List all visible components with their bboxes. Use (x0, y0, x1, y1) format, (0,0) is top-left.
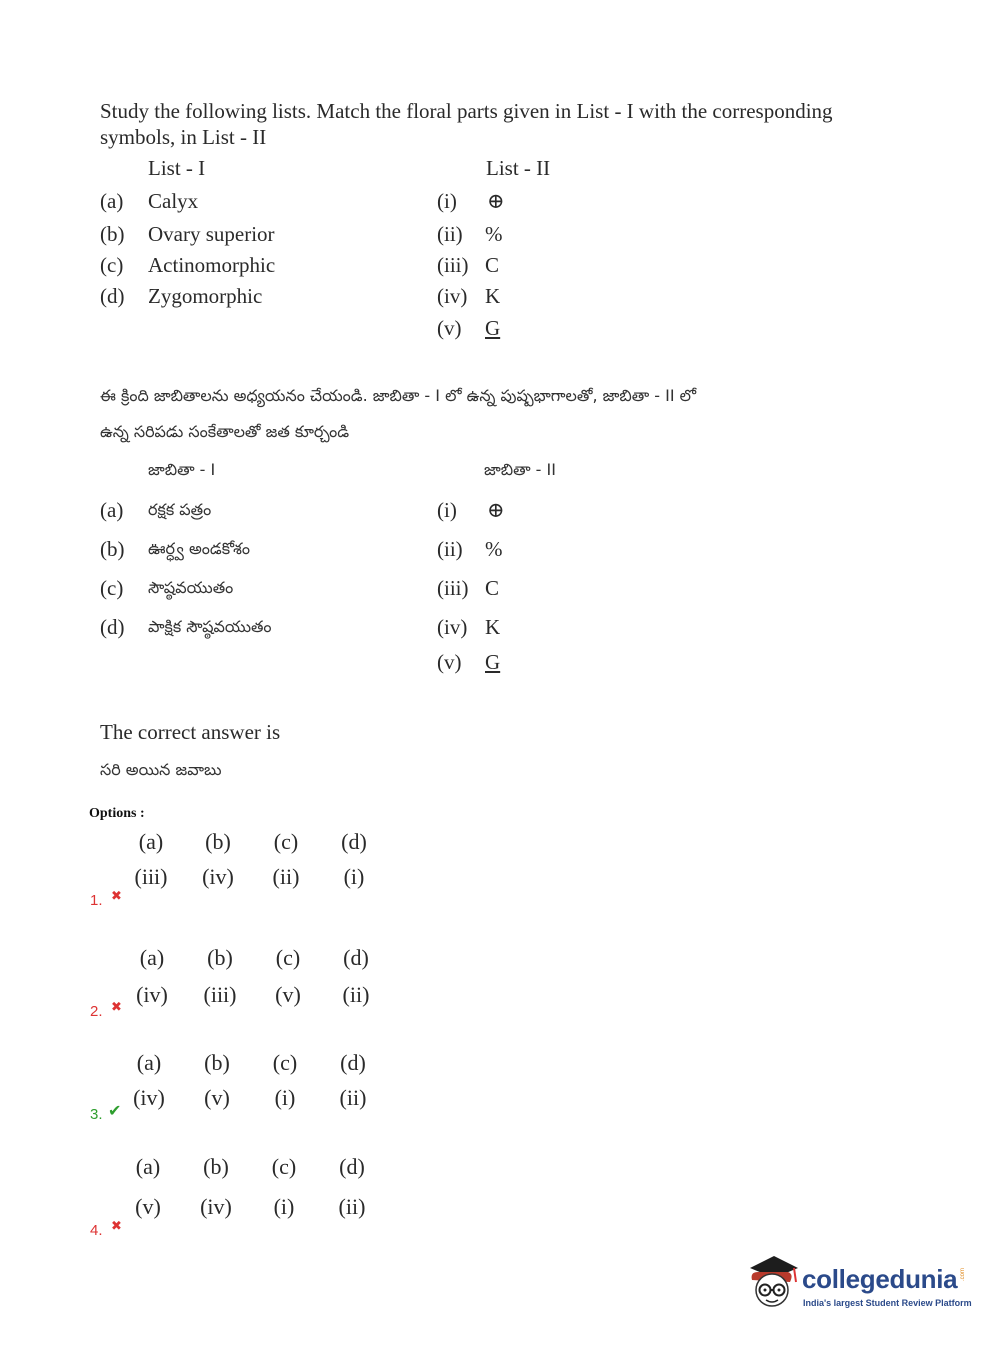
option-col-value: (i) (274, 1085, 296, 1110)
list1-label: (a) (100, 498, 124, 522)
check-icon: ✔ (108, 1101, 122, 1120)
question-telugu-line2: ఉన్న సరిపడు సంకేతాలతో జత కూర్చండి (100, 422, 350, 441)
te-list1-heading: జాబితా - I (148, 460, 216, 479)
question-telugu-line1: ఈ క్రింది జాబితాలను అధ్యయనం చేయండి. జాబితా - I లో ఉన్న పుష్పభాగాలతో, జాబితా - II లో (100, 386, 697, 405)
option-col-head: (c) (273, 829, 299, 854)
option-col-value: (iv) (200, 1194, 232, 1219)
list2-label: (ii) (437, 222, 463, 246)
option-col-head: (c) (272, 1050, 298, 1075)
list2-label: (i) (437, 498, 457, 522)
list1-label: (b) (100, 222, 125, 246)
list1-label: (c) (100, 253, 124, 277)
question-text-line2: symbols, in List - II (100, 125, 267, 149)
list1-item: సౌష్ఠవయుతం (148, 578, 234, 597)
option-col-value: (iv) (136, 982, 168, 1007)
list2-symbol: C (485, 576, 500, 600)
option-col-head: (d) (339, 1154, 365, 1179)
option-number: 1. (90, 892, 103, 909)
option-number: 2. (90, 1003, 103, 1020)
list1-item: ఊర్ధ్వ అండకోశం (148, 539, 251, 558)
list2-symbol: % (485, 222, 503, 246)
option-col-head: (d) (340, 1050, 366, 1075)
list2-label: (ii) (437, 537, 463, 561)
list1-item: Actinomorphic (148, 253, 276, 277)
list2-label: (i) (437, 189, 457, 213)
list2-symbol: ⊕ (487, 498, 505, 522)
list2-symbol: C (485, 253, 500, 277)
option-col-value: (v) (204, 1085, 230, 1110)
wrong-icon: ✖ (111, 1000, 122, 1015)
list1-item: Zygomorphic (148, 284, 263, 308)
list2-label: (v) (437, 316, 462, 340)
question-text-line1: Study the following lists. Match the floral parts given in List - I with the corresponding (100, 99, 833, 123)
option-col-value: (iv) (133, 1085, 165, 1110)
option-col-value: (v) (135, 1194, 161, 1219)
option-col-head: (d) (341, 829, 367, 854)
option-col-head: (b) (203, 1154, 229, 1179)
option-col-head: (b) (205, 829, 231, 854)
option-col-value: (iii) (203, 982, 237, 1007)
option-col-value: (v) (275, 982, 301, 1007)
option-col-value: (iv) (202, 864, 234, 889)
option-col-head: (a) (135, 1154, 161, 1179)
option-col-value: (i) (343, 864, 365, 889)
list1-item: Calyx (148, 189, 199, 213)
option-col-value: (i) (273, 1194, 295, 1219)
option-col-value: (ii) (339, 1085, 367, 1110)
option-col-head: (c) (271, 1154, 297, 1179)
list2-symbol: K (485, 284, 501, 308)
list2-symbol: K (485, 615, 501, 639)
option-col-head: (b) (204, 1050, 230, 1075)
mascot-icon (742, 1250, 802, 1314)
option-col-head: (a) (136, 1050, 162, 1075)
logo-domain-suffix: .com (960, 1268, 966, 1282)
list2-symbol: ⊕ (487, 189, 505, 213)
list2-label: (iii) (437, 253, 469, 277)
list1-heading: List - I (148, 156, 206, 180)
option-col-value: (ii) (338, 1194, 366, 1219)
list2-symbol: G (485, 316, 501, 340)
list1-label: (d) (100, 284, 125, 308)
list1-item: రక్షక పత్రం (148, 500, 212, 519)
list2-label: (iii) (437, 576, 469, 600)
te-list2-heading: జాబితా - II (484, 460, 556, 479)
list2-label: (iv) (437, 284, 468, 308)
list2-heading: List - II (486, 156, 551, 180)
list1-item: పాక్షిక సౌష్ఠవయుతం (148, 617, 272, 636)
answer-prompt-telugu: సరి అయిన జవాబు (100, 760, 222, 779)
option-col-value: (iii) (134, 864, 168, 889)
list2-label: (iv) (437, 615, 468, 639)
wrong-icon: ✖ (111, 1219, 122, 1234)
list2-label: (v) (437, 650, 462, 674)
logo-tagline: India's largest Student Review Platform (803, 1298, 972, 1308)
list1-label: (d) (100, 615, 125, 639)
list1-label: (c) (100, 576, 124, 600)
option-number: 3. (90, 1106, 103, 1123)
option-col-head: (b) (207, 945, 233, 970)
option-col-head: (a) (138, 829, 164, 854)
list2-symbol: % (485, 537, 503, 561)
option-col-head: (d) (343, 945, 369, 970)
collegedunia-logo[interactable] (742, 1250, 972, 1320)
option-number: 4. (90, 1222, 103, 1239)
list1-item: Ovary superior (148, 222, 275, 246)
list1-label: (a) (100, 189, 124, 213)
answer-prompt: The correct answer is (100, 720, 281, 744)
options-label: Options : (89, 806, 145, 821)
option-col-head: (a) (139, 945, 165, 970)
option-col-value: (ii) (272, 864, 300, 889)
list2-symbol: G (485, 650, 501, 674)
wrong-icon: ✖ (111, 889, 122, 904)
option-col-head: (c) (275, 945, 301, 970)
logo-wordmark: collegedunia (802, 1264, 958, 1294)
option-col-value: (ii) (342, 982, 370, 1007)
list1-label: (b) (100, 537, 125, 561)
